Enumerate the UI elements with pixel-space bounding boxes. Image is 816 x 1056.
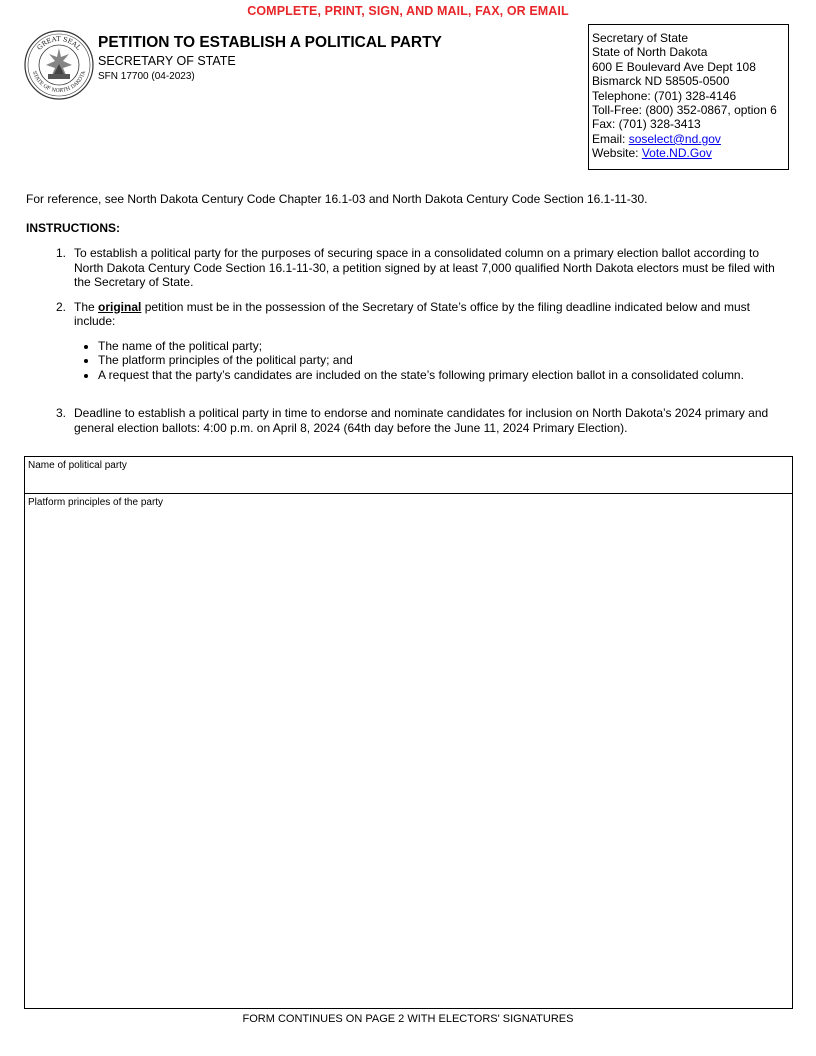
instructions-list [26, 246, 786, 435]
instruction-number-2: 2. [56, 299, 67, 314]
requirement-item: • The platform principles of the political party; and [98, 353, 786, 368]
contact-line-3: 600 E Boulevard Ave Dept 108 [592, 59, 756, 74]
contact-line-2: State of North Dakota [592, 45, 708, 60]
instruction-number-3: 3. [56, 406, 67, 420]
agency-name: SECRETARY OF STATE [98, 54, 236, 68]
contact-info-box [588, 24, 789, 170]
contact-tollfree: Toll-Free: (800) 352-0867, option 6 [592, 103, 777, 118]
instruction-text-2-pre: The [74, 299, 99, 314]
party-name-field[interactable] [25, 457, 792, 494]
instruction-item-3 [26, 406, 786, 435]
state-seal-icon [24, 30, 94, 100]
seal-bottom-text: STATE OF NORTH DAKOTA [30, 70, 88, 95]
print-instructions-banner: COMPLETE, PRINT, SIGN, AND MAIL, FAX, OR EMAIL [247, 4, 569, 18]
contact-line-4: Bismarck ND 58505-0500 [592, 74, 730, 89]
form-number: SFN 17700 (04-2023) [98, 71, 195, 82]
instruction-number-1: 1. [56, 246, 67, 260]
continuation-note: FORM CONTINUES ON PAGE 2 WITH ELECTORS' SIGNATURES [242, 1013, 574, 1025]
platform-principles-label: Platform principles of the party [28, 497, 164, 508]
party-name-label: Name of political party [28, 460, 127, 471]
contact-website-row [592, 146, 788, 160]
instruction-emphasis-original: original [98, 299, 142, 314]
website-label: Website: [592, 146, 642, 161]
contact-email-row [592, 132, 788, 146]
email-label: Email: [592, 131, 629, 146]
instruction-text-3: Deadline to establish a political party in time to endorse and nominate candidates for inclusion on North Dakota’s 2024 primary and general election ballots: 4:00 p.m. on April 8, 2024 (64th day before the June 11, 2024 Primary Election). [74, 406, 769, 435]
contact-telephone: Telephone: (701) 328-4146 [592, 88, 737, 103]
instruction-item-1 [26, 246, 786, 290]
instruction-item-2 [26, 300, 786, 383]
instruction-text-2-post: petition must be in the possession of the Secretary of State’s office by the filing deadline indicated below and must include: [74, 299, 750, 328]
website-link[interactable]: Vote.ND.Gov [641, 146, 712, 161]
requirements-list [74, 339, 786, 383]
reference-text: For reference, see North Dakota Century Code Chapter 16.1-03 and North Dakota Century Code Section 16.1-11-30. [26, 192, 648, 206]
seal-top-text: GREAT SEAL [35, 34, 83, 52]
instruction-text-1: To establish a political party for the purposes of securing space in a consolidated column on a primary election ballot according to North Dakota Century Code Section 16.1-11-30, a petition signed by at least 7,000 qualified North Dakota electors must be filed with the Secretary of State. [74, 246, 775, 289]
petition-fields [24, 456, 793, 1009]
contact-fax: Fax: (701) 328-3413 [592, 117, 701, 132]
platform-principles-field[interactable] [25, 494, 792, 1008]
instructions-heading: INSTRUCTIONS: [26, 221, 120, 235]
contact-line-1: Secretary of State [592, 31, 689, 45]
requirement-item: • A request that the party’s candidates are included on the state’s following primary election ballot in a consolidated column. [98, 368, 786, 383]
email-link[interactable]: soselect@nd.gov [628, 131, 721, 146]
requirement-item: • The name of the political party; [98, 339, 786, 354]
form-title: PETITION TO ESTABLISH A POLITICAL PARTY [98, 34, 442, 51]
